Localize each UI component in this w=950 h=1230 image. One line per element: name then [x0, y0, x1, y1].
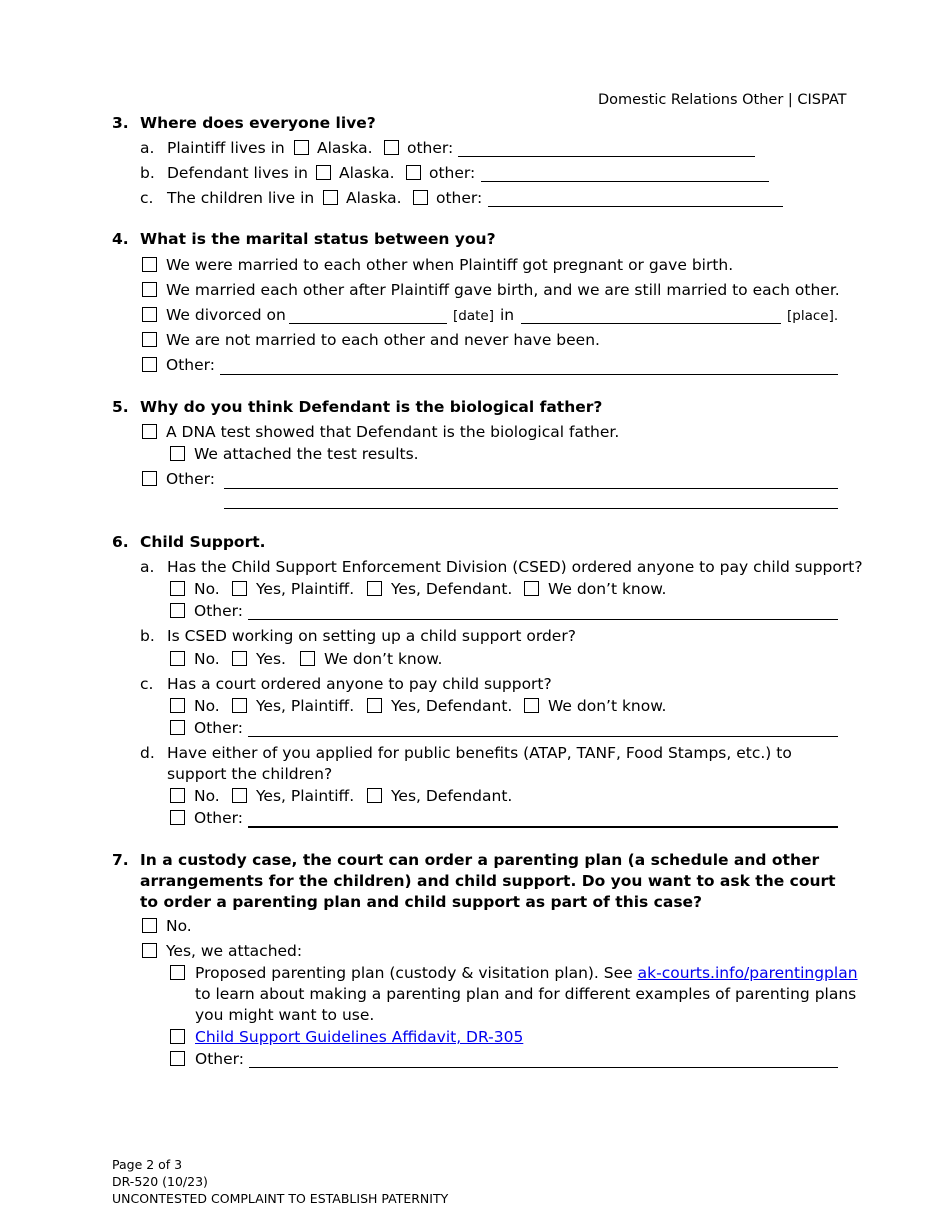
q6b-question: Is CSED working on setting up a child support order? — [167, 627, 576, 645]
q4-date-hint: [date] — [453, 308, 494, 324]
footer-page-number: Page 2 of 3 — [112, 1157, 183, 1172]
q4-divorced-checkbox[interactable] — [142, 307, 157, 322]
q7-title-line1: In a custody case, the court can order a parenting plan (a schedule and other — [140, 851, 820, 869]
q7-parenting-plan-text — [195, 963, 858, 983]
q6a-question: Has the Child Support Enforcement Division (CSED) ordered anyone to pay child support? — [167, 558, 863, 576]
q6b-no-checkbox[interactable] — [170, 651, 185, 666]
q3c-other-checkbox[interactable] — [413, 190, 428, 205]
q7-affidavit-link[interactable]: Child Support Guidelines Affidavit, DR-305 — [195, 1028, 524, 1046]
q3c-letter: c. — [140, 189, 154, 207]
q4-other-checkbox[interactable] — [142, 357, 157, 372]
q3b-other-checkbox[interactable] — [406, 165, 421, 180]
q6d-no-label: No. — [194, 787, 220, 805]
q6d-yes-plaintiff-label: Yes, Plaintiff. — [256, 787, 355, 805]
q6d-yes-defendant-label: Yes, Defendant. — [391, 787, 513, 805]
q4-place-hint: [place]. — [787, 308, 839, 324]
q6a-dont-know-checkbox[interactable] — [524, 581, 539, 596]
q7-other-label: Other: — [195, 1050, 244, 1068]
q3b-alaska-label: Alaska. — [339, 164, 395, 182]
q3c-alaska-checkbox[interactable] — [323, 190, 338, 205]
q3-title: Where does everyone live? — [140, 114, 376, 132]
q7-parenting-plan-link[interactable]: ak-courts.info/parentingplan — [637, 964, 858, 982]
footer-form-title: UNCONTESTED COMPLAINT TO ESTABLISH PATERNITY — [112, 1191, 449, 1206]
q7-parenting-plan-line2: to learn about making a parenting plan and for different examples of parenting plans — [195, 985, 857, 1003]
q5-other-field-line1[interactable] — [224, 488, 838, 489]
q3a-letter: a. — [140, 139, 155, 157]
q6d-yes-defendant-checkbox[interactable] — [367, 788, 382, 803]
q4-never-married-label: We are not married to each other and never have been. — [166, 331, 600, 349]
q4-married-after-checkbox[interactable] — [142, 282, 157, 297]
q4-other-field[interactable] — [220, 374, 838, 375]
q6c-yes-plaintiff-label: Yes, Plaintiff. — [256, 697, 355, 715]
q3a-other-label: other: — [407, 139, 454, 157]
q6b-letter: b. — [140, 627, 155, 645]
q3a-other-field[interactable] — [458, 156, 755, 157]
q7-other-field[interactable] — [249, 1067, 838, 1068]
q6-number: 6. — [112, 533, 129, 551]
q3c-other-label: other: — [436, 189, 483, 207]
q6a-yes-defendant-checkbox[interactable] — [367, 581, 382, 596]
q6a-no-label: No. — [194, 580, 220, 598]
q4-title: What is the marital status between you? — [140, 230, 496, 248]
q6c-dont-know-checkbox[interactable] — [524, 698, 539, 713]
q5-other-label: Other: — [166, 470, 215, 488]
q3a-label: Plaintiff lives in — [167, 139, 285, 157]
q6a-yes-plaintiff-checkbox[interactable] — [232, 581, 247, 596]
q6b-no-label: No. — [194, 650, 220, 668]
q6-title: Child Support. — [140, 533, 266, 551]
q4-married-pregnant-label: We were married to each other when Plaintiff got pregnant or gave birth. — [166, 256, 734, 274]
q7-other-checkbox[interactable] — [170, 1051, 185, 1066]
q7-no-checkbox[interactable] — [142, 918, 157, 933]
q5-dna-checkbox[interactable] — [142, 424, 157, 439]
q6d-question-line2: support the children? — [167, 765, 333, 783]
header-form-category: Domestic Relations Other | CISPAT — [598, 92, 847, 108]
q3c-other-field[interactable] — [488, 206, 783, 207]
footer-form-id: DR-520 (10/23) — [112, 1174, 208, 1189]
q7-title-line2: arrangements for the children) and child support. Do you want to ask the court — [140, 872, 836, 890]
q5-title: Why do you think Defendant is the biological father? — [140, 398, 603, 416]
q4-other-label: Other: — [166, 356, 215, 374]
q6b-yes-label: Yes. — [256, 650, 286, 668]
q6a-no-checkbox[interactable] — [170, 581, 185, 596]
q6b-yes-checkbox[interactable] — [232, 651, 247, 666]
q6c-question: Has a court ordered anyone to pay child support? — [167, 675, 552, 693]
q5-attached-label: We attached the test results. — [194, 445, 419, 463]
q6d-yes-plaintiff-checkbox[interactable] — [232, 788, 247, 803]
q5-attached-checkbox[interactable] — [170, 446, 185, 461]
q3c-label: The children live in — [167, 189, 315, 207]
q7-yes-checkbox[interactable] — [142, 943, 157, 958]
q3b-label: Defendant lives in — [167, 164, 308, 182]
q6a-dont-know-label: We don’t know. — [548, 580, 667, 598]
q4-divorce-place-field[interactable] — [521, 323, 781, 324]
q3b-alaska-checkbox[interactable] — [316, 165, 331, 180]
q7-parenting-plan-line3: you might want to use. — [195, 1006, 375, 1024]
q7-yes-label: Yes, we attached: — [166, 942, 303, 960]
q7-affidavit-checkbox[interactable] — [170, 1029, 185, 1044]
q3a-other-checkbox[interactable] — [384, 140, 399, 155]
q7-title-line3: to order a parenting plan and child support as part of this case? — [140, 893, 703, 911]
q6d-question-line1: Have either of you applied for public benefits (ATAP, TANF, Food Stamps, etc.) to — [167, 744, 792, 762]
q6a-other-checkbox[interactable] — [170, 603, 185, 618]
q6c-other-field[interactable] — [248, 736, 838, 737]
q3c-alaska-label: Alaska. — [346, 189, 402, 207]
q6d-other-field[interactable] — [248, 826, 838, 828]
q6c-dont-know-label: We don’t know. — [548, 697, 667, 715]
q3a-alaska-checkbox[interactable] — [294, 140, 309, 155]
q6c-yes-defendant-checkbox[interactable] — [367, 698, 382, 713]
q4-divorce-date-field[interactable] — [289, 323, 447, 324]
q4-divorced-label: We divorced on — [166, 306, 286, 324]
q6d-no-checkbox[interactable] — [170, 788, 185, 803]
q7-no-label: No. — [166, 917, 192, 935]
q6a-yes-plaintiff-label: Yes, Plaintiff. — [256, 580, 355, 598]
q3-number: 3. — [112, 114, 129, 132]
q6d-other-label: Other: — [194, 809, 243, 827]
q4-number: 4. — [112, 230, 129, 248]
q7-parenting-plan-label: Proposed parenting plan (custody & visitation plan). See — [195, 964, 638, 982]
q6a-letter: a. — [140, 558, 155, 576]
q4-in-label: in — [500, 306, 515, 324]
q5-number: 5. — [112, 398, 129, 416]
q5-other-field-line2[interactable] — [224, 508, 838, 509]
q6a-yes-defendant-label: Yes, Defendant. — [391, 580, 513, 598]
q6c-no-label: No. — [194, 697, 220, 715]
q6c-no-checkbox[interactable] — [170, 698, 185, 713]
q5-dna-label: A DNA test showed that Defendant is the biological father. — [166, 423, 620, 441]
q6a-other-label: Other: — [194, 602, 243, 620]
q6b-dont-know-checkbox[interactable] — [300, 651, 315, 666]
q6b-dont-know-label: We don’t know. — [324, 650, 443, 668]
q4-married-after-label: We married each other after Plaintiff gave birth, and we are still married to each other. — [166, 281, 840, 299]
q3b-letter: b. — [140, 164, 155, 182]
q3b-other-label: other: — [429, 164, 476, 182]
q3b-other-field[interactable] — [481, 181, 769, 182]
q6c-yes-plaintiff-checkbox[interactable] — [232, 698, 247, 713]
q6a-other-field[interactable] — [248, 619, 838, 620]
q4-married-pregnant-checkbox[interactable] — [142, 257, 157, 272]
q7-parenting-plan-checkbox[interactable] — [170, 965, 185, 980]
q6c-yes-defendant-label: Yes, Defendant. — [391, 697, 513, 715]
q6c-other-checkbox[interactable] — [170, 720, 185, 735]
q6d-other-checkbox[interactable] — [170, 810, 185, 825]
q3a-alaska-label: Alaska. — [317, 139, 373, 157]
q7-number: 7. — [112, 851, 129, 869]
q6c-letter: c. — [140, 675, 154, 693]
q6c-other-label: Other: — [194, 719, 243, 737]
q4-never-married-checkbox[interactable] — [142, 332, 157, 347]
q5-other-checkbox[interactable] — [142, 471, 157, 486]
q6d-letter: d. — [140, 744, 155, 762]
